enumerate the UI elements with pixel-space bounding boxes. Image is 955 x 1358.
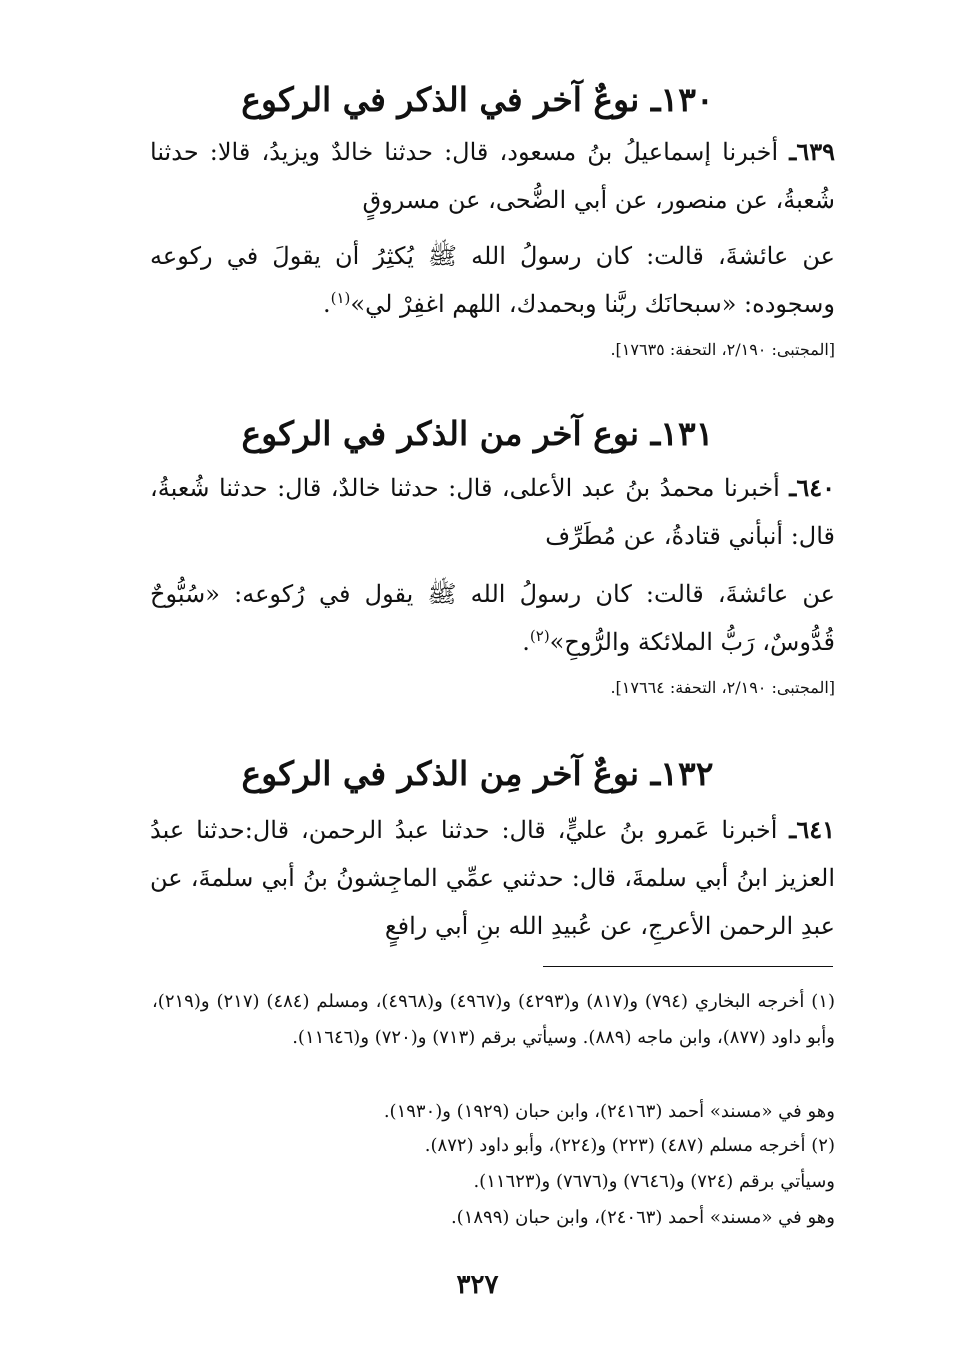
reference-line: [المجتبى: ٢/١٩٠، التحفة: ١٧٦٦٤].	[610, 678, 835, 697]
isnad-text: أخبرنا إسماعيلُ بنُ مسعود، قال: حدثنا خالدٌ ويزيدُ، قالا: حدثنا شُعبةُ، عن منصور، عن أبي الضُّحى، عن مسروقٍ	[150, 138, 835, 214]
hadith-number: ٦٣٩ـ	[789, 137, 835, 166]
page-number: ٣٢٧	[456, 1270, 499, 1300]
hadith-isnad	[150, 128, 835, 224]
footnote-marker: (٢)	[529, 627, 550, 645]
footnote-2-continuation: وهو في «مسند» أحمد (٢٤٠٦٣)، وابن حبان (١٨٩٩).	[450, 1207, 835, 1228]
footnote-marker: (١)	[330, 289, 351, 307]
hadith-isnad	[150, 806, 835, 950]
chapter-heading: ١٣٠ـ نوعٌ آخر في الذكر في الركوع	[241, 80, 714, 119]
isnad-text: أخبرنا محمدُ بنُ عبد الأعلى، قال: حدثنا خالدٌ، قال: حدثنا شُعبةُ، قال: أنبأني قتادةُ، عن مُطَرِّف	[150, 474, 835, 550]
reference-line: [المجتبى: ٢/١٩٠، التحفة: ١٧٦٣٥].	[610, 340, 835, 359]
hadith-matn: عن عائشةَ، قالت: كان رسولُ الله ﷺ يُكثِرُ أن يقولَ في ركوعه وسجوده: «سبحانَك ربَّنا وبحمدك، اللهم اغفِرْ لي»$^{(١)}$.	[150, 242, 835, 318]
footnote-1: (١) أخرجه البخاري (٧٩٤) و(٨١٧) و(٤٢٩٣) و(٤٩٦٧) و(٤٩٦٨)، ومسلم (٤٨٤) (٢١٧) و(٢١٩)، وأبو داود (٨٧٧)، وابن ماجه (٨٨٩). وسيأتي برقم (٧١٣) و(٧٢٠) و(١١٦٤٦).	[152, 991, 835, 1048]
matn-text: عن عائشةَ، قالت: كان رسولُ الله ﷺ يقول في رُكوعه: «سُبُّوحٌ قُدُّوسٌ، رَبُّ الملائكة والرُّوحِ»	[150, 580, 835, 656]
footnote-1-continuation: وهو في «مسند» أحمد (٢٤١٦٣)، وابن حبان (١٩٢٩) و(١٩٣٠).	[383, 1101, 835, 1122]
chapter-heading: ١٣١ـ نوع آخر من الذكر في الركوع	[241, 414, 714, 453]
footnote-2-continuation: وسيأتي برقم (٧٢٤) و(٧٦٤٦) و(٧٦٧٦) و(١١٦٢٣).	[473, 1171, 835, 1192]
footnote-2: (٢) أخرجه مسلم (٤٨٧) (٢٢٣) و(٢٢٤)، وأبو داود (٨٧٢).	[424, 1135, 835, 1156]
isnad-text: أخبرنا عَمرو بنُ عليٍّ، قال: حدثنا عبدُ الرحمن، قال:حدثنا عبدُ العزيز ابنُ أبي سلمةَ، قال: حدثني عمِّي الماجِشونُ بنُ أبي سلمةَ، عن عبدِ الرحمن الأعرجِ، عن عُبيدِ الله بنِ أبي رافعٍ	[150, 816, 836, 940]
footnote-separator	[543, 966, 833, 967]
hadith-matn: عن عائشةَ، قالت: كان رسولُ الله ﷺ يقول في رُكوعه: «سُبُّوحٌ قُدُّوسٌ، رَبُّ الملائكة والرُّوحِ»$^{(٢)}$.	[150, 580, 835, 656]
matn-text: عن عائشةَ، قالت: كان رسولُ الله ﷺ يُكثِرُ أن يقولَ في ركوعه وسجوده: «سبحانَك ربَّنا وبحمدك، اللهم اغفِرْ لي»	[150, 242, 835, 318]
chapter-heading: ١٣٢ـ نوعٌ آخر مِن الذكر في الركوع	[241, 754, 714, 793]
hadith-number: ٦٤٠ـ	[789, 473, 835, 502]
hadith-isnad	[150, 464, 835, 560]
hadith-number: ٦٤١ـ	[789, 815, 835, 844]
